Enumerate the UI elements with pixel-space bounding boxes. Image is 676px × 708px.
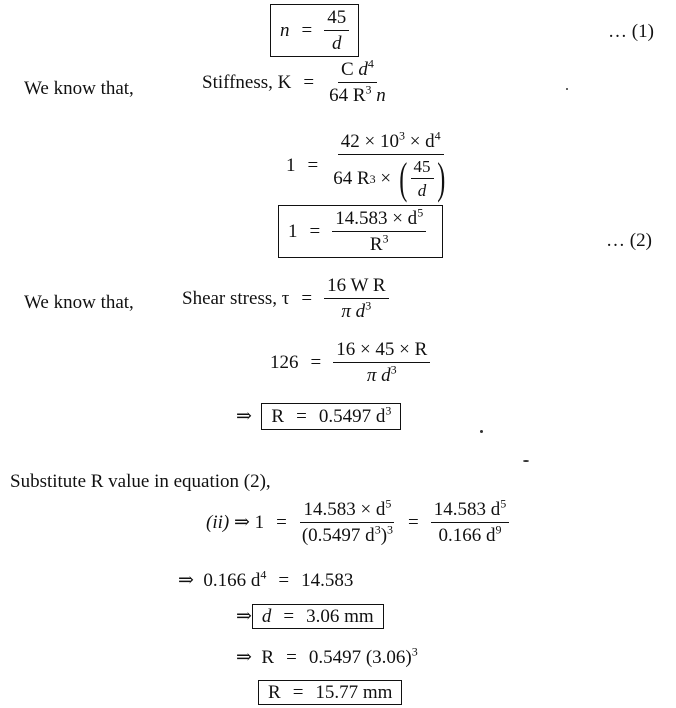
intro-text: We know that, — [24, 78, 134, 99]
stiffness-label: Stiffness, K — [202, 72, 292, 93]
boxed-result-r: R = 0.5497 $d^3$ — [261, 403, 401, 430]
r-calculation-step: ⇒ R = 0.5497 $(3.06)^3$ — [236, 644, 418, 668]
r-result: ⇒ R = 0.5497 $d^3$ — [236, 403, 401, 430]
equation-tag-2: … (2) — [606, 230, 652, 251]
shear-stress-label: Shear stress, τ — [182, 288, 290, 309]
substitution-step-2: 126 = $\frac{16 \times 45 \times R}{\pi d^3}$ — [270, 340, 430, 385]
n-symbol: n — [280, 20, 290, 41]
boxed-result-d: d = 3.06 mm — [252, 604, 384, 629]
boxed-result-final: R = 15.77 mm — [258, 680, 402, 705]
scan-speck — [480, 430, 483, 433]
stiffness-equation: Stiffness, K = $\frac{C d^4}{64 R^3 n}$ — [202, 56, 386, 106]
scan-speck — [566, 88, 568, 90]
boxed-result-n: n = $\frac{45}{d}$ — [270, 4, 359, 57]
fraction: $\frac{45}{d}$ — [324, 8, 349, 53]
d-result: ⇒ d = 3.06 mm — [236, 604, 384, 629]
substitute-text: Substitute R value in equation (2), — [10, 471, 271, 492]
scan-speck — [523, 460, 529, 462]
final-result — [258, 680, 402, 705]
equation-1 — [270, 4, 359, 57]
equation-tag-1: … (1) — [608, 21, 654, 42]
substitution-step-3: (ii) ⇒ 1 = $\frac{14.583 \times d^5}{(0.5497 d^3)^3}$ = $\frac{14.583 d^5}{0.166 d^9}$ — [206, 500, 509, 545]
shear-stress-equation: Shear stress, τ = $\frac{\text{16 W R}}{\pi d^3}$ — [182, 276, 389, 321]
boxed-result-equation-2: 1 = $\frac{14.583 \times d^5}{R^3}$ — [278, 205, 443, 258]
substitution-step-1: 1 = $42 \times 10^3 \times d^4$ 64 R 3 × ( $\frac{45}{d}$ ) — [286, 128, 445, 203]
intro-text: We know that, — [24, 292, 134, 313]
simplification-step: ⇒ 0.166 $d^4$ = 14.583 — [178, 567, 354, 591]
equation-2 — [278, 205, 443, 258]
